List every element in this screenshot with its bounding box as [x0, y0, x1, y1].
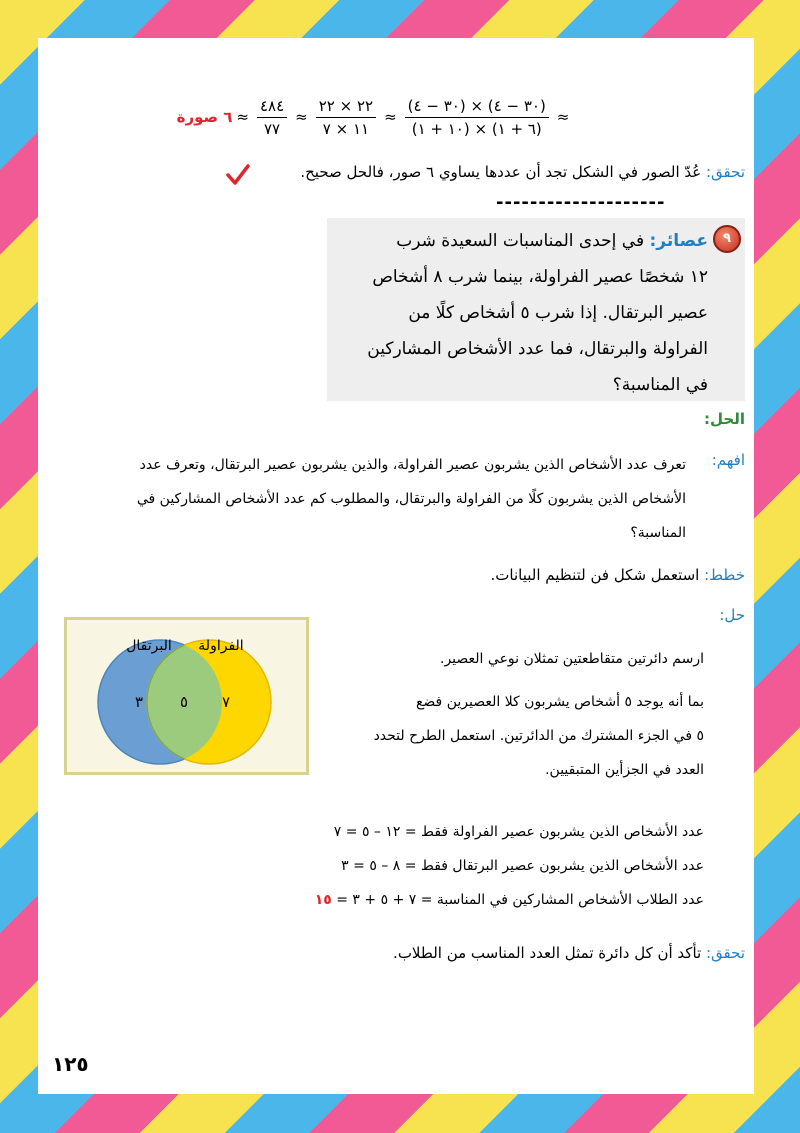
- approx-sign: ≈: [236, 108, 249, 126]
- understand-label: افهم:: [711, 451, 745, 469]
- problem-number: ٩: [723, 231, 731, 246]
- fraction-2-denominator: ١١ × ٧: [322, 119, 370, 138]
- solve-text: [320, 644, 704, 790]
- calc-orange-only: عدد الأشخاص الذين يشربون عصير البرتقال فقط = ٨ – ٥ = ٣: [341, 858, 704, 874]
- calc-total-text: عدد الطلاب الأشخاص المشاركين في المناسبة = ٧ + ٥ + ٣ =: [331, 892, 704, 908]
- approx-sign: ≈: [556, 108, 570, 126]
- divider-line: --------------------: [496, 192, 666, 213]
- fraction-2: [316, 97, 376, 138]
- plan-label: خطط:: [704, 566, 745, 584]
- equation-result: ٦ صورة: [176, 108, 233, 126]
- venn-right-value: ٧: [221, 693, 231, 711]
- calc-total: [230, 883, 704, 917]
- venn-left-value: ٣: [134, 693, 144, 711]
- problem-title: عصائر:: [649, 231, 708, 251]
- page-number: ١٢٥: [52, 1052, 89, 1076]
- understand-line-2: الأشخاص الذين يشربون كلًا من الفراولة والبرتقال، والمطلوب كم عدد الأشخاص المشاركين في: [136, 491, 686, 507]
- understand-line-1: تعرف عدد الأشخاص الذين يشربون عصير الفراولة، والذين يشربون عصير البرتقال، وتعرف عدد: [139, 457, 686, 473]
- fraction-1-numerator: ٤٨٤: [257, 97, 287, 118]
- understand-text: [50, 448, 686, 550]
- fraction-1-denominator: ٧٧: [264, 119, 281, 138]
- calc-total-result: ١٥: [314, 892, 332, 908]
- fraction-2-numerator: ٢٢ × ٢٢: [316, 97, 376, 118]
- top-equation: [150, 92, 600, 142]
- venn-label-orange: البرتقال: [126, 638, 172, 654]
- check-text: تأكد أن كل دائرة تمثل العدد المناسب من الطلاب.: [393, 944, 702, 962]
- problem-number-badge: [713, 225, 741, 253]
- plan-line: [300, 566, 745, 584]
- calculations: [230, 815, 704, 917]
- calc-strawberry-only: عدد الأشخاص الذين يشربون عصير الفراولة فقط = ١٢ – ٥ = ٧: [333, 824, 704, 840]
- fraction-3-numerator: (٣٠ − ٤) × (٣٠ − ٤): [405, 97, 549, 118]
- check-line-1: [120, 163, 745, 181]
- plan-text: استعمل شكل فن لتنظيم البيانات.: [490, 566, 700, 584]
- check-label: تحقق:: [705, 944, 745, 962]
- problem-line-1-text: في إحدى المناسبات السعيدة شرب: [396, 231, 645, 251]
- problem-line-4: الفراولة والبرتقال، فما عدد الأشخاص المشاركين: [367, 339, 708, 359]
- understand-line-3: المناسبة؟: [630, 525, 686, 541]
- problem-text: [330, 223, 708, 403]
- check-label: تحقق:: [705, 163, 745, 181]
- check-text: عُدّ الصور في الشكل تجد أن عددها يساوي ٦ صور، فالحل صحيح.: [300, 163, 702, 181]
- solution-label: الحل:: [704, 410, 745, 428]
- solve-line-3: ٥ في الجزء المشترك من الدائرتين. استعمل الطرح لتحدد: [373, 728, 704, 744]
- approx-sign: ≈: [384, 108, 397, 126]
- fraction-3-denominator: (٦ + ١) × (١٠ + ١): [411, 119, 542, 138]
- venn-label-strawberry: الفراولة: [198, 638, 244, 654]
- solve-line-4: العدد في الجزأين المتبقيين.: [545, 762, 704, 778]
- solve-line-2: بما أنه يوجد ٥ أشخاص يشربون كلا العصيرين فضع: [415, 694, 704, 710]
- check-line-2: [300, 944, 745, 962]
- checkmark-icon: [226, 164, 250, 186]
- fraction-3: [405, 97, 549, 138]
- problem-line-3: عصير البرتقال. إذا شرب ٥ أشخاص كلًا من: [408, 303, 708, 323]
- solve-label: حل:: [719, 606, 745, 624]
- approx-sign: ≈: [295, 108, 308, 126]
- problem-line-1: [330, 223, 708, 259]
- venn-middle-value: ٥: [179, 693, 189, 711]
- problem-line-2: ١٢ شخصًا عصير الفراولة، بينما شرب ٨ أشخاص: [372, 267, 708, 287]
- fraction-1: [257, 97, 287, 138]
- solve-line-1: ارسم دائرتين متقاطعتين تمثلان نوعي العصير.: [440, 651, 704, 667]
- venn-diagram: [67, 620, 306, 772]
- problem-line-5: في المناسبة؟: [612, 375, 708, 395]
